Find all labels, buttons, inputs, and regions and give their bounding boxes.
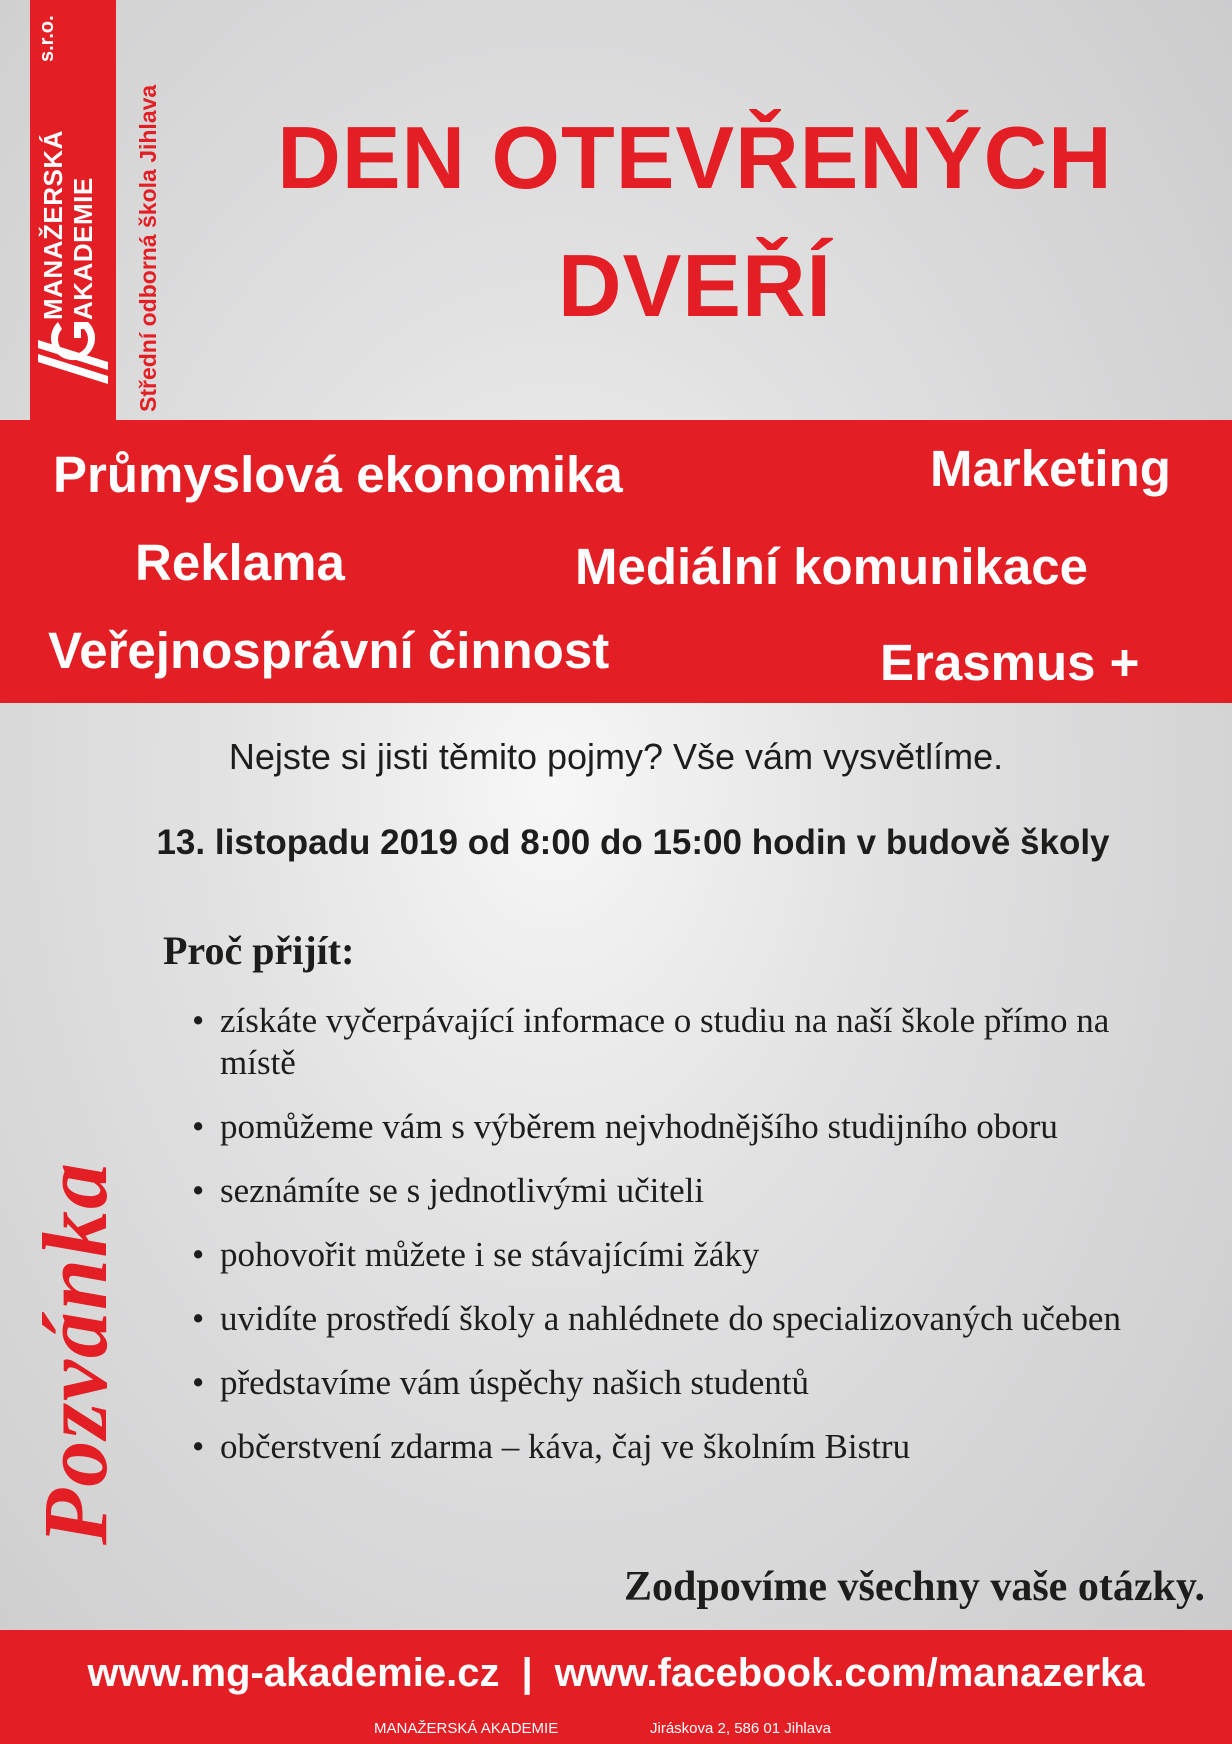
- bullet-icon: •: [192, 1171, 205, 1210]
- topic-advertising: Reklama: [135, 534, 345, 591]
- list-item-text: občerstvení zdarma – káva, čaj ve školním Bistru: [220, 1427, 911, 1466]
- closing-text: Zodpovíme všechny vaše otázky.: [623, 1564, 1205, 1610]
- reasons-list: [192, 1000, 1172, 1490]
- school-logo: [30, 0, 116, 420]
- topic-industrial-economics: Průmyslová ekonomika: [53, 446, 623, 503]
- facebook-link[interactable]: www.facebook.com/manazerka: [554, 1651, 1145, 1695]
- logo-name-line2: AKADEMIE: [68, 177, 98, 320]
- footer-address: Jiráskova 2, 586 01 Jihlava: [650, 1720, 831, 1737]
- list-item: [192, 1234, 1172, 1276]
- topic-erasmus: Erasmus +: [880, 634, 1140, 691]
- list-item: [192, 1298, 1172, 1340]
- headline-line2: DVEŘÍ: [558, 236, 832, 335]
- footer-bottom: [0, 1716, 1232, 1744]
- list-item: [192, 1362, 1172, 1404]
- footer-separator: |: [521, 1651, 533, 1695]
- bullet-icon: •: [192, 1001, 205, 1040]
- school-subtitle: Střední odborná škola Jihlava: [135, 84, 161, 412]
- bullet-icon: •: [192, 1107, 205, 1146]
- list-item-text: seznámíte se s jednotlivými učiteli: [220, 1171, 705, 1210]
- topic-media-communication: Mediální komunikace: [575, 538, 1088, 595]
- list-item-text: pohovořit můžete i se stávajícími žáky: [220, 1235, 760, 1274]
- list-item-text: získáte vyčerpávající informace o studiu na naší škole přímo na místě: [220, 1001, 1110, 1082]
- headline-line1: DEN OTEVŘENÝCH: [277, 108, 1113, 207]
- bullet-icon: •: [192, 1299, 205, 1338]
- topic-marketing: Marketing: [930, 440, 1171, 497]
- logo-name: [38, 130, 98, 320]
- logo-legal-form: s.r.o.: [36, 15, 58, 62]
- list-item-text: představíme vám úspěchy našich studentů: [220, 1363, 810, 1402]
- website-link[interactable]: www.mg-akademie.cz: [87, 1651, 500, 1695]
- invitation-label-wrap: [24, 1065, 126, 1545]
- invitation-label: Pozvánka: [24, 1161, 126, 1545]
- footer-links: [0, 1650, 1232, 1696]
- intro-text: Nejste si jisti těmito pojmy? Vše vám vysvětlíme.: [228, 736, 1004, 777]
- footer-school-name: MANAŽERSKÁ AKADEMIE: [374, 1720, 559, 1737]
- list-item: [192, 1170, 1172, 1212]
- bullet-icon: •: [192, 1363, 205, 1402]
- list-item: [192, 1000, 1172, 1084]
- logo-name-line1: MANAŽERSKÁ: [38, 130, 68, 320]
- list-item-text: pomůžeme vám s výběrem nejvhodnějšího studijního oboru: [220, 1107, 1058, 1146]
- list-item-text: uvidíte prostředí školy a nahlédnete do specializovaných učeben: [220, 1299, 1121, 1338]
- bullet-icon: •: [192, 1235, 205, 1274]
- list-item: [192, 1426, 1172, 1468]
- topic-public-administration: Veřejnosprávní činnost: [48, 622, 610, 679]
- list-item: [192, 1106, 1172, 1148]
- bullet-icon: •: [192, 1427, 205, 1466]
- why-come-heading: Proč přijít:: [163, 928, 355, 973]
- mg-logo-icon: [38, 320, 108, 384]
- event-date-time: 13. listopadu 2019 od 8:00 do 15:00 hodin v budově školy: [156, 823, 1110, 862]
